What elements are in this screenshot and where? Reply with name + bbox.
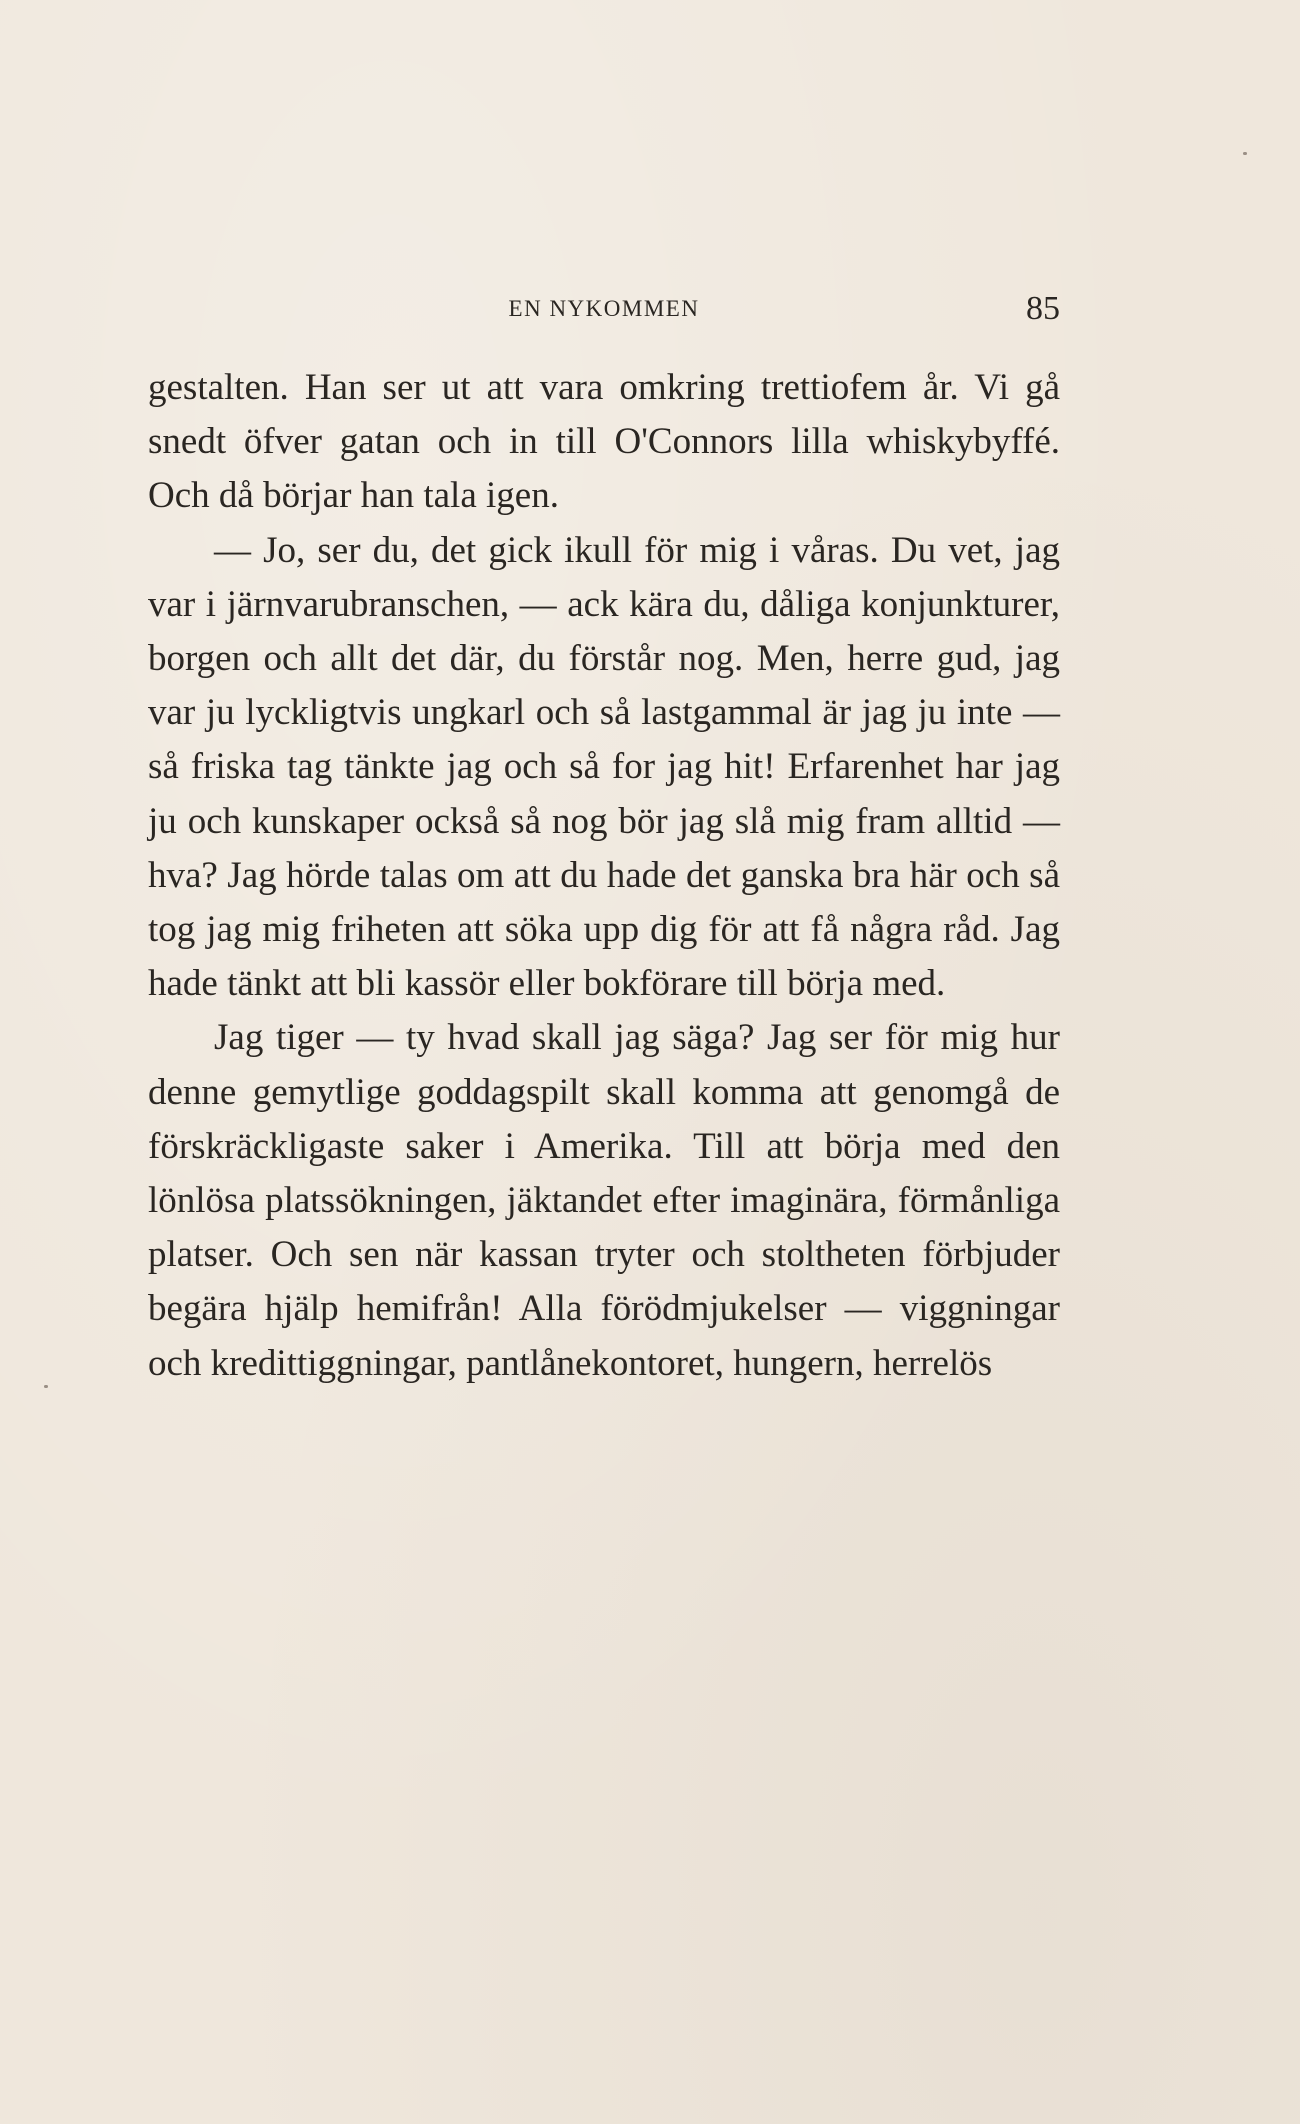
paragraph: gestalten. Han ser ut att vara omkring trettiofem år. Vi gå snedt öfver gatan och in till O'Connors lilla whiskybyffé. Och då börjar han tala igen. <box>148 367 1060 517</box>
running-head <box>148 290 1060 340</box>
paragraph: Jag tiger — ty hvad skall jag säga? Jag ser för mig hur denne gemytlige goddagspilt skall komma att genomgå de förskräckligaste saker i Amerika. Till att börja med den lönlösa platssökningen, jäktandet efter imaginära, förmånliga platser. Och sen när kassan tryter och stoltheten förbjuder begära hjälp hemifrån! Alla förödmjukelser — viggningar och kredittiggningar, pantlånekontoret, hungern, herrelös <box>148 1017 1060 1384</box>
text-body <box>148 361 1060 1391</box>
paragraph: — Jo, ser du, det gick ikull för mig i våras. Du vet, jag var i järnvarubranschen, — ack kära du, dåliga konjunkturer, borgen och allt det där, du förstår nog. Men, herre gud, jag var ju lyckligtvis ungkarl och så lastgammal är jag ju inte — så friska tag tänkte jag och så for jag hit! Erfarenhet har jag ju och kunskaper också så nog bör jag slå mig fram alltid — hva? Jag hörde talas om att du hade det ganska bra här och så tog jag mig friheten att söka upp dig för att få några råd. Jag hade tänkt att bli kassör eller bokförare till börja med. <box>148 529 1060 1005</box>
running-title: EN NYKOMMEN <box>508 296 700 321</box>
paper-speck <box>1243 152 1247 155</box>
paper-speck <box>44 1385 48 1388</box>
page-number: 85 <box>1026 290 1060 327</box>
